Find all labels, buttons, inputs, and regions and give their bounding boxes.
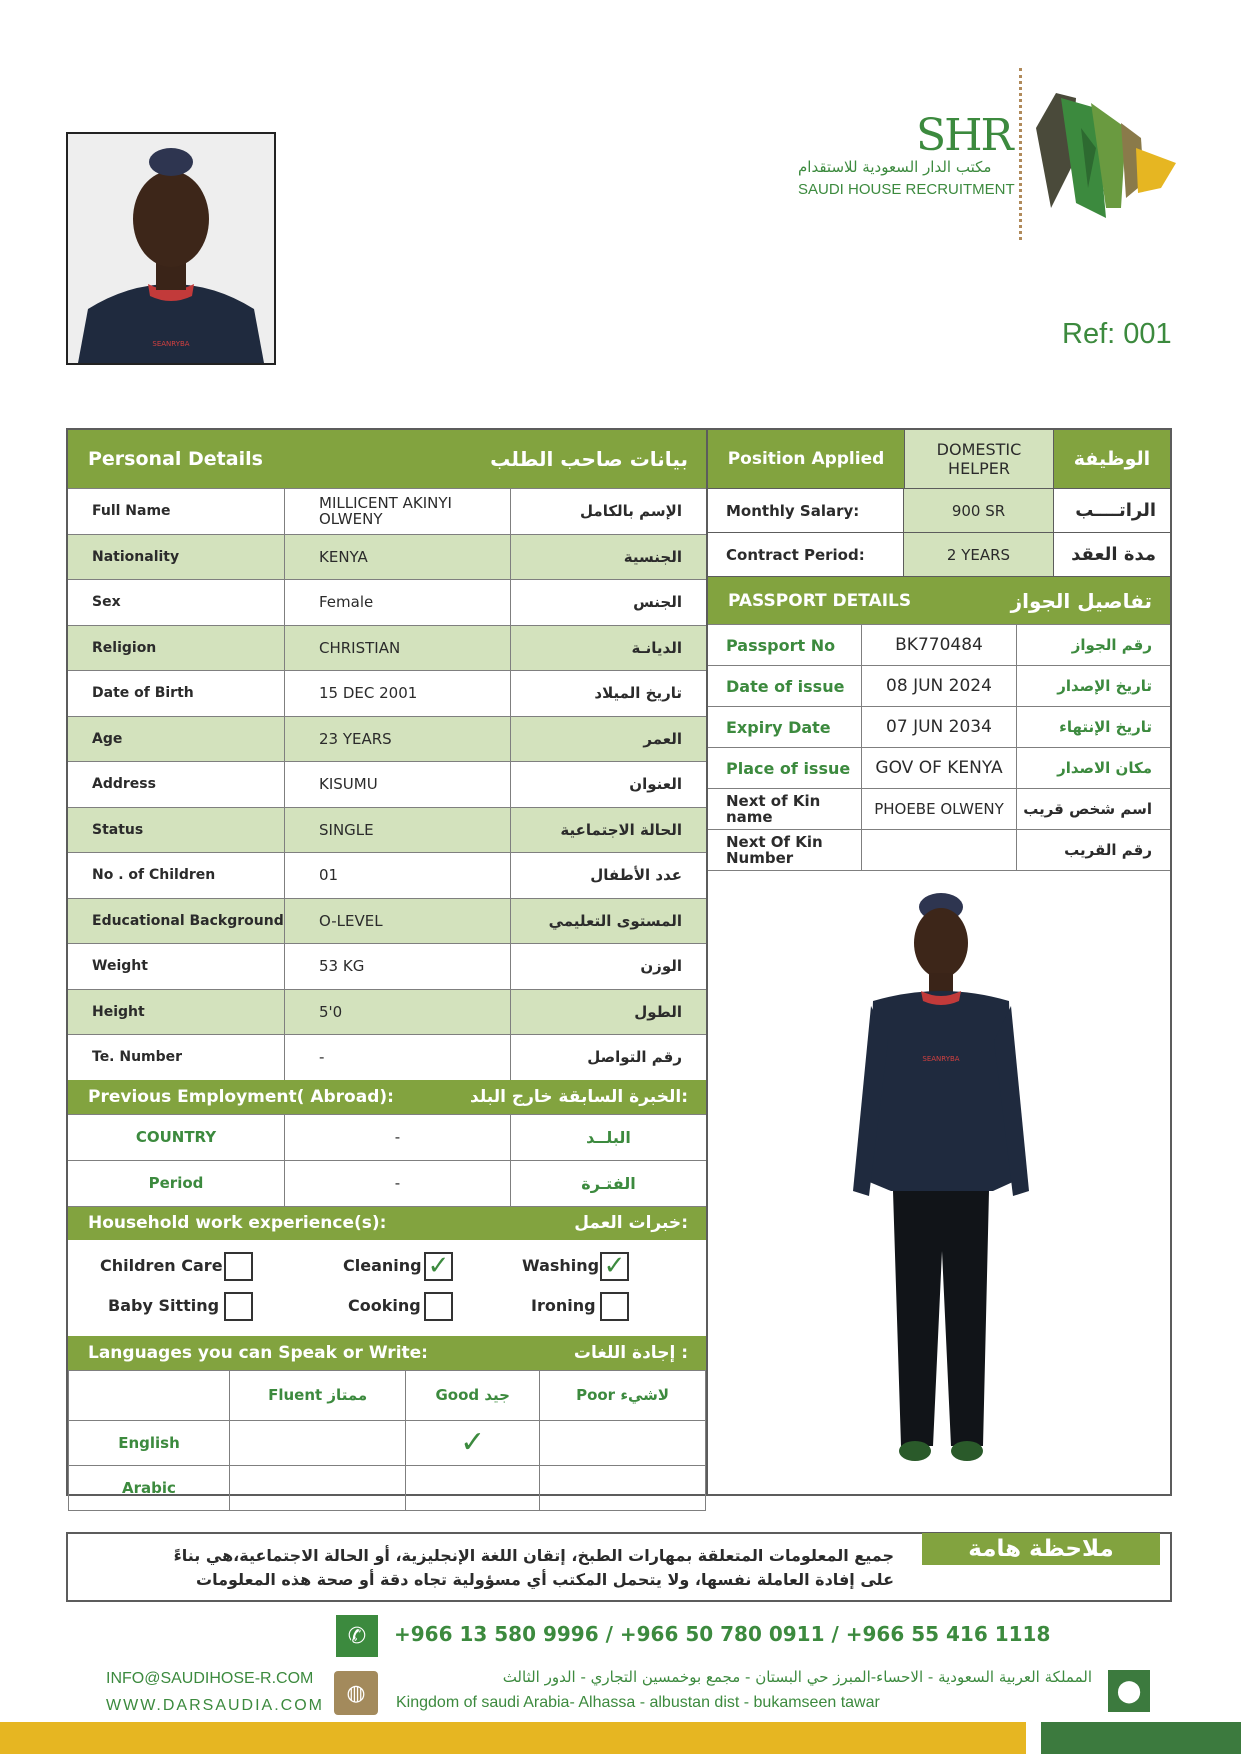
passport-label: Passport No <box>708 625 862 665</box>
footer-address-en: Kingdom of saudi Arabia- Alhassa - albustan dist - bukamseen tawar <box>396 1694 880 1711</box>
personal-value: KENYA <box>285 535 511 580</box>
important-note-title: ملاحظة هامة <box>922 1533 1160 1565</box>
languages-column-header: Good جيد <box>406 1370 540 1420</box>
personal-row <box>68 670 706 716</box>
footer-bar-yellow <box>0 1722 1026 1754</box>
household-header <box>68 1206 706 1240</box>
personal-value: KISUMU <box>285 762 511 807</box>
language-level-cell[interactable] <box>406 1465 540 1510</box>
personal-label-ar: رقم التواصل <box>587 1048 682 1067</box>
personal-label: Educational Background <box>68 899 285 944</box>
personal-row <box>68 761 706 807</box>
household-item-label: Baby Sitting <box>108 1295 220 1315</box>
previous-employment-title-en: Previous Employment( Abroad): <box>88 1086 394 1107</box>
personal-value: SINGLE <box>285 808 511 853</box>
passport-value: 08 JUN 2024 <box>862 666 1017 706</box>
personal-details-title-en: Personal Details <box>88 448 263 470</box>
personal-label: Full Name <box>68 489 285 534</box>
personal-label-ar: تاريخ الميلاد <box>594 684 682 703</box>
household-item-checkbox[interactable] <box>224 1292 253 1321</box>
personal-label: Te. Number <box>68 1035 285 1080</box>
passport-rows <box>708 624 1170 870</box>
passport-details-header <box>708 576 1170 624</box>
previous-value: - <box>285 1115 511 1160</box>
personal-row <box>68 625 706 671</box>
candidate-full-body-photo <box>843 891 1039 1471</box>
languages-title-ar: إجادة اللغات : <box>573 1342 688 1363</box>
personal-value: 23 YEARS <box>285 717 511 762</box>
personal-value: MILLICENT AKINYI OLWENY <box>285 489 511 534</box>
personal-label: Height <box>68 990 285 1035</box>
personal-row <box>68 488 706 534</box>
personal-label-ar: الجنسية <box>623 547 682 566</box>
personal-label-ar: الجنس <box>633 593 682 612</box>
personal-row <box>68 989 706 1035</box>
passport-title-en: PASSPORT DETAILS <box>728 590 912 611</box>
personal-row <box>68 943 706 989</box>
globe-icon: ◍ <box>334 1671 378 1715</box>
household-item-label: Children Care <box>100 1255 223 1275</box>
passport-label-ar: تاريخ الإصدار <box>1057 677 1152 695</box>
personal-details-title-ar: بيانات صاحب الطلب <box>490 447 688 471</box>
household-item-label: Cleaning <box>343 1255 422 1275</box>
household-item-label: Ironing <box>531 1295 596 1315</box>
personal-label: Status <box>68 808 285 853</box>
passport-label-ar: رقم الجواز <box>1071 636 1152 654</box>
personal-label-ar: الوزن <box>640 957 682 976</box>
personal-label-ar: المستوى التعليمي <box>548 911 682 930</box>
passport-label-ar: تاريخ الإنتهاء <box>1059 718 1152 736</box>
household-item-label: Washing <box>522 1255 600 1275</box>
passport-label: Expiry Date <box>708 707 862 747</box>
kin-label: Next of Kin name <box>708 789 862 829</box>
previous-employment-row <box>68 1160 706 1206</box>
position-applied-row <box>708 430 1170 488</box>
language-name: English <box>69 1420 230 1465</box>
reference-number: Ref: 001 <box>1062 318 1172 350</box>
kin-label-ar: اسم شخص قريب <box>1023 800 1152 818</box>
important-note-text <box>94 1544 894 1592</box>
saudi-map-icon <box>1026 88 1178 228</box>
position-label-en: Position Applied <box>708 430 905 488</box>
personal-details-rows <box>68 488 706 1080</box>
previous-label: Period <box>68 1161 285 1206</box>
passport-label: Place of issue <box>708 748 862 788</box>
personal-row <box>68 579 706 625</box>
personal-label: Date of Birth <box>68 671 285 716</box>
previous-label-ar: الفتـرة <box>581 1173 636 1193</box>
personal-label-ar: العمر <box>643 729 682 748</box>
footer-address-ar: المملكة العربية السعودية - الاحساء-المبرز حي البستان - مجمع بوخمسين التجاري - الدور الثالث <box>502 1668 1092 1686</box>
full-body-photo-area <box>708 870 1170 1491</box>
personal-value: 5'0 <box>285 990 511 1035</box>
personal-value: 01 <box>285 853 511 898</box>
next-of-kin-row <box>708 788 1170 829</box>
contract-label-ar: مدة العقد <box>1071 544 1156 565</box>
household-experience-checklist <box>68 1240 706 1336</box>
logo-mark: SHR <box>916 110 1012 161</box>
languages-corner-cell <box>69 1370 230 1420</box>
previous-employment-row <box>68 1114 706 1160</box>
previous-label: COUNTRY <box>68 1115 285 1160</box>
passport-row <box>708 665 1170 706</box>
language-row <box>69 1420 706 1465</box>
personal-value: 15 DEC 2001 <box>285 671 511 716</box>
passport-row <box>708 706 1170 747</box>
personal-label: Address <box>68 762 285 807</box>
personal-value: CHRISTIAN <box>285 626 511 671</box>
svg-text:SEANRYBA: SEANRYBA <box>922 1055 960 1063</box>
logo-divider <box>1019 68 1022 240</box>
previous-employment-rows <box>68 1114 706 1206</box>
personal-value: O-LEVEL <box>285 899 511 944</box>
language-level-cell[interactable]: ✓ <box>406 1420 540 1465</box>
household-item-checkbox[interactable]: ✓ <box>600 1252 629 1281</box>
household-item-label: Cooking <box>348 1295 421 1315</box>
personal-label: Nationality <box>68 535 285 580</box>
personal-value: 53 KG <box>285 944 511 989</box>
language-level-cell[interactable] <box>230 1420 406 1465</box>
next-of-kin-row <box>708 829 1170 870</box>
language-level-cell[interactable] <box>540 1465 706 1510</box>
passport-value: BK770484 <box>862 625 1017 665</box>
personal-label: Sex <box>68 580 285 625</box>
important-note-line-2: على إفادة العاملة نفسها، ولا يتحمل المكتب أي مسؤولية تجاه دقة أو صحة هذه المعلومات <box>196 1570 894 1589</box>
salary-value: 900 SR <box>904 489 1054 532</box>
svg-text:SEANRYBA: SEANRYBA <box>152 340 190 348</box>
languages-header <box>68 1336 706 1370</box>
personal-row <box>68 1034 706 1080</box>
contract-label-en: Contract Period: <box>708 533 904 576</box>
important-note-box <box>66 1532 1172 1602</box>
position-passport-panel <box>706 428 1172 1496</box>
contract-period-row <box>708 532 1170 576</box>
household-title-ar: خبرات العمل: <box>574 1213 688 1233</box>
position-label-ar: الوظيفة <box>1054 430 1170 488</box>
languages-column-header: Fluent ممتاز <box>230 1370 406 1420</box>
personal-label-ar: الديانـة <box>631 638 682 657</box>
household-item-checkbox[interactable] <box>600 1292 629 1321</box>
household-title-en: Household work experience(s): <box>88 1213 387 1233</box>
languages-title-en: Languages you can Speak or Write: <box>88 1342 428 1363</box>
passport-row <box>708 624 1170 665</box>
previous-label-ar: البلــد <box>586 1127 631 1147</box>
footer-phones[interactable]: +966 13 580 9996 / +966 50 780 0911 / +966 55 416 1118 <box>394 1622 1051 1646</box>
monthly-salary-row <box>708 488 1170 532</box>
position-value: DOMESTIC HELPER <box>905 430 1054 488</box>
personal-label-ar: الحالة الاجتماعية <box>560 820 682 839</box>
languages-header-row <box>69 1370 706 1420</box>
passport-row <box>708 747 1170 788</box>
language-row <box>69 1465 706 1510</box>
footer-email[interactable]: INFO@SAUDIHOSE-R.COM <box>106 1670 314 1687</box>
personal-label: Religion <box>68 626 285 671</box>
salary-label-ar: الراتــــب <box>1075 500 1156 521</box>
personal-label: No . of Children <box>68 853 285 898</box>
personal-value: - <box>285 1035 511 1080</box>
previous-value: - <box>285 1161 511 1206</box>
personal-details-panel <box>66 428 708 1496</box>
personal-label-ar: عدد الأطفال <box>590 866 682 885</box>
passport-label-ar: مكان الاصدار <box>1057 759 1152 777</box>
language-level-cell[interactable] <box>230 1465 406 1510</box>
personal-label-ar: الإسم بالكامل <box>580 502 682 521</box>
phone-icon: ✆ <box>336 1615 378 1657</box>
location-pin-icon: ⬤ <box>1108 1670 1150 1712</box>
personal-value: Female <box>285 580 511 625</box>
personal-label: Weight <box>68 944 285 989</box>
kin-label: Next Of Kin Number <box>708 830 862 870</box>
personal-label-ar: الطول <box>634 1002 682 1021</box>
previous-employment-title-ar: الخبرة السابقة خارج البلد: <box>470 1086 688 1107</box>
personal-label-ar: العنوان <box>629 775 682 794</box>
footer-bar-green <box>1041 1722 1241 1754</box>
personal-row <box>68 898 706 944</box>
passport-title-ar: تفاصيل الجواز <box>1010 588 1152 613</box>
previous-employment-header <box>68 1080 706 1114</box>
language-name: Arabic <box>69 1465 230 1510</box>
household-item-checkbox[interactable] <box>424 1292 453 1321</box>
household-item-checkbox[interactable]: ✓ <box>424 1252 453 1281</box>
kin-value <box>862 830 1017 870</box>
footer-website[interactable]: WWW.DARSAUDIA.COM <box>106 1697 324 1714</box>
logo-arabic-name: مكتب الدار السعودية للاستقدام <box>798 158 992 176</box>
salary-label-en: Monthly Salary: <box>708 489 904 532</box>
language-level-cell[interactable] <box>540 1420 706 1465</box>
personal-row <box>68 852 706 898</box>
passport-value: GOV OF KENYA <box>862 748 1017 788</box>
languages-column-header: Poor لاشيء <box>540 1370 706 1420</box>
personal-row <box>68 534 706 580</box>
personal-row <box>68 807 706 853</box>
logo-english-name: SAUDI HOUSE RECRUITMENT <box>798 181 1015 198</box>
important-note-line-1: جميع المعلومات المتعلقة بمهارات الطبخ، إتقان اللغة الإنجليزية، أو الحالة الاجتماعية،هي بناءً <box>173 1546 894 1565</box>
passport-label: Date of issue <box>708 666 862 706</box>
personal-row <box>68 716 706 762</box>
kin-value: PHOEBE OLWENY <box>862 789 1017 829</box>
household-item-checkbox[interactable] <box>224 1252 253 1281</box>
personal-details-header <box>68 430 706 488</box>
passport-value: 07 JUN 2034 <box>862 707 1017 747</box>
candidate-headshot <box>66 132 276 365</box>
personal-label: Age <box>68 717 285 762</box>
contract-value: 2 YEARS <box>904 533 1054 576</box>
languages-table <box>68 1370 706 1511</box>
kin-label-ar: رقم القريب <box>1064 841 1152 859</box>
